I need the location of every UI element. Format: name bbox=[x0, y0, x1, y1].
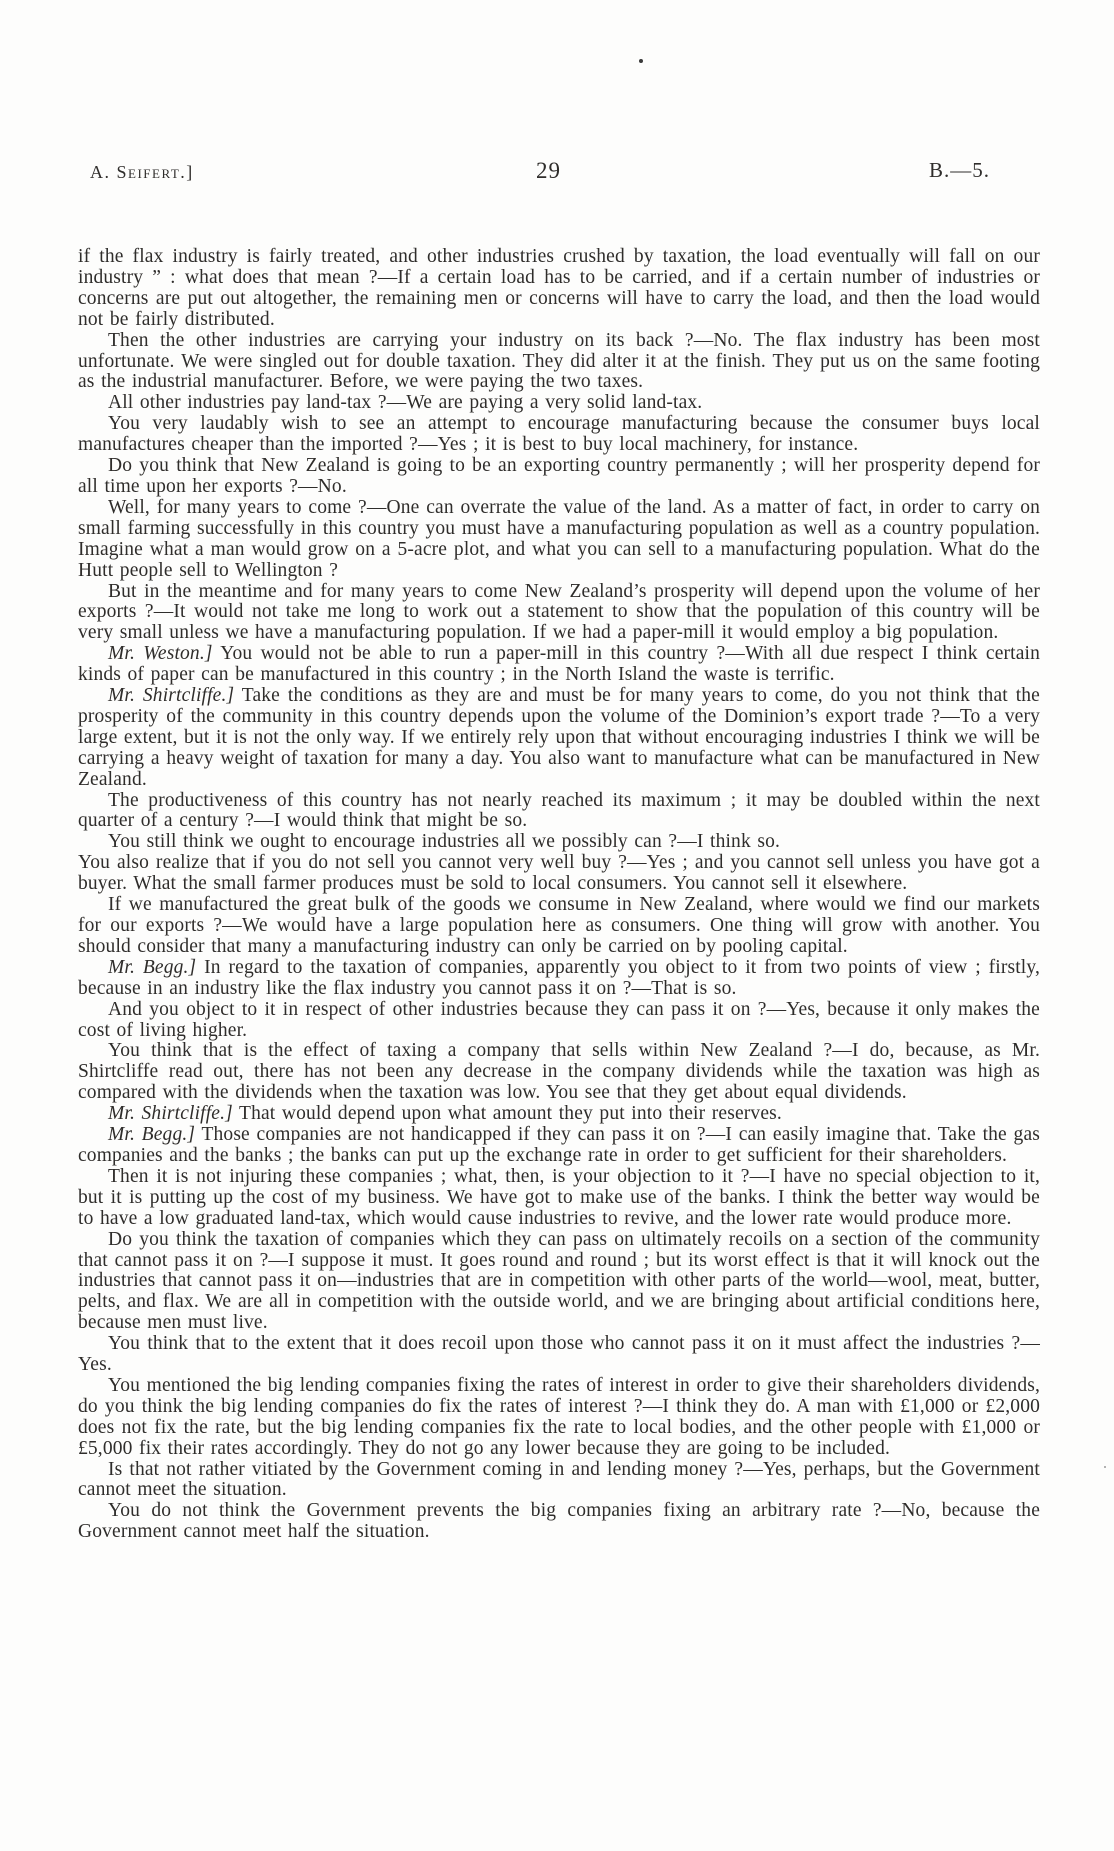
paragraph-text: And you object to it in respect of other industries because they can pass it on ?—Yes, because it only makes the cost of living higher. bbox=[78, 998, 1040, 1041]
transcript-paragraph bbox=[78, 456, 1040, 498]
paragraph-text: Those companies are not handicapped if they can pass it on ?—I can easily imagine that. Take the gas companies and the banks ; the banks can put up the exchange rate in order to get sufficient for their shareholders. bbox=[78, 1124, 1040, 1166]
transcript-paragraph bbox=[78, 414, 1040, 456]
transcript-paragraph bbox=[78, 393, 1040, 414]
paragraph-text: You still think we ought to encourage industries all we possibly can ?—I think so. bbox=[108, 831, 781, 853]
paragraph-text: You would not be able to run a paper-mill in this country ?—With all due respect I think certain kinds of paper can be manufactured in this country ; in the North Island the waste is terrific. bbox=[78, 643, 1040, 686]
paragraph-text: In regard to the taxation of companies, apparently you object to it from two points of view ; firstly, because in an industry like the flax industry you cannot pass it on ?—That is so. bbox=[78, 956, 1040, 999]
paragraph-text: If we manufactured the great bulk of the goods we consume in New Zealand, where would we find our markets for our exports ?—We would have a large population here as consumers. One thing will grow with another. You should consider that many a manufacturing industry can only be carried on by pooling capital. bbox=[78, 894, 1040, 957]
paper-reference: B.—5. bbox=[928, 158, 990, 182]
ink-speck bbox=[1104, 1466, 1106, 1468]
paragraph-text: You also realize that if you do not sell you cannot very well buy ?—Yes ; and you cannot sell unless you have got a buyer. What the small farmer produces must be sold to local consumers. You cannot sell it elsewhere. bbox=[78, 852, 1040, 895]
transcript-paragraph bbox=[78, 331, 1040, 394]
paragraph-text: That would depend upon what amount they put into their reserves. bbox=[239, 1103, 782, 1125]
paragraph-text: You very laudably wish to see an attempt to encourage manufacturing because the consumer buys local manufactures cheaper than the imported ?—Yes ; it is best to buy local machinery, for instance. bbox=[78, 413, 1040, 456]
paragraph-text: if the flax industry is fairly treated, and other industries crushed by taxation, the load eventually will fall on our industry ” : what does that mean ?—If a certain load has to be carried, and if a certain number of industries or concerns are put out altogether, the remaining men or concerns will have to carry the load, and then the load would not be fairly distributed. bbox=[78, 246, 1040, 330]
transcript-paragraph bbox=[78, 958, 1040, 1000]
witness-name: A. Seifert.] bbox=[90, 162, 194, 182]
paragraph-text: The productiveness of this country has not nearly reached its maximum ; it may be doubled within the next quarter of a century ?—I would think that might be so. bbox=[78, 789, 1040, 832]
transcript-paragraph bbox=[78, 498, 1040, 582]
transcript-paragraph bbox=[78, 1501, 1040, 1543]
paragraph-text: Well, for many years to come ?—One can overrate the value of the land. As a matter of fact, in order to carry on small farming successfully in this country you must have a manufacturing population as well as a country population. Imagine what a man would grow on a 5-acre plot, and what you can sell to a manufacturing population. What do the Hutt people sell to Wellington ? bbox=[78, 496, 1040, 581]
transcript-paragraph bbox=[78, 686, 1040, 791]
paragraph-text: You mentioned the big lending companies fixing the rates of interest in order to give their shareholders dividends, do you think the big lending companies do fix the rates of interest ?—I think they do. A man with £1,000 or £2,000 does not fix the rate, but the big lending companies fix the rate to local bodies, and the other people with £1,000 or £5,000 fix their rates accordingly. They do not go any lower because they are going to be included. bbox=[78, 1374, 1040, 1459]
transcript-paragraph bbox=[78, 1376, 1040, 1460]
transcript-paragraph bbox=[78, 644, 1040, 686]
speaker-name: Mr. Begg.] bbox=[108, 956, 197, 978]
paragraph-text: Then it is not injuring these companies ; what, then, is your objection to it ?—I have no special objection to it, but it is putting up the cost of my business. We have got to make use of the banks. I think the better way would be to have a low graduated land-tax, which would cause industries to revive, and the lower rate would produce more. bbox=[78, 1165, 1040, 1229]
page-header bbox=[0, 158, 1114, 188]
transcript-paragraph bbox=[78, 791, 1040, 833]
paragraph-text: But in the meantime and for many years to come New Zealand’s prosperity will depend upon the volume of her exports ?—It would not take me long to work out a statement to show that the population of this country will be very small unless we have a manufacturing population. If we had a paper-mill it would employ a big population. bbox=[78, 580, 1040, 644]
page-body bbox=[78, 247, 1040, 1543]
paragraph-text: Take the conditions as they are and must be for many years to come, do you not think that the prosperity of the community in this country depends upon the volume of the Dominion’s export trade ?—To a very large extent, but it is not the only way. If we entirely rely upon that without encouraging industries I think we will be carrying a heavy weight of taxation for many a day. You also want to manufacture what can be manufactured in New Zealand. bbox=[78, 685, 1040, 790]
transcript-paragraph bbox=[78, 1000, 1040, 1042]
paragraph-text: Then the other industries are carrying your industry on its back ?—No. The flax industry has been most unfortunate. We were singled out for double taxation. They did alter it at the finish. They put us on the same footing as the industrial manufacturer. Before, we were paying the two taxes. bbox=[78, 329, 1040, 393]
transcript-paragraph bbox=[78, 1230, 1040, 1335]
speaker-name: Mr. Weston.] bbox=[108, 643, 213, 665]
page-number: 29 bbox=[536, 158, 561, 183]
transcript-paragraph bbox=[78, 1104, 1040, 1125]
paragraph-text: All other industries pay land-tax ?—We are paying a very solid land-tax. bbox=[108, 392, 703, 414]
paragraph-text: Is that not rather vitiated by the Government coming in and lending money ?—Yes, perhaps, but the Government cannot meet the situation. bbox=[78, 1458, 1040, 1501]
transcript-paragraph bbox=[78, 1125, 1040, 1167]
paragraph-text: Do you think that New Zealand is going to be an exporting country permanently ; will her prosperity depend for all time upon her exports ?—No. bbox=[78, 455, 1040, 497]
transcript-paragraph bbox=[78, 1167, 1040, 1230]
paragraph-text: You think that to the extent that it does recoil upon those who cannot pass it on it must affect the industries ?—Yes. bbox=[78, 1333, 1040, 1376]
transcript-paragraph bbox=[78, 895, 1040, 958]
speaker-name: Mr. Begg.] bbox=[108, 1124, 196, 1146]
transcript-paragraph bbox=[78, 1334, 1040, 1376]
speaker-name: Mr. Shirtcliffe.] bbox=[108, 1103, 233, 1125]
paragraph-text: You do not think the Government prevents the big companies fixing an arbitrary rate ?—No, because the Government cannot meet half the situation. bbox=[78, 1500, 1040, 1543]
transcript-paragraph bbox=[78, 832, 1040, 853]
transcript-paragraph bbox=[78, 1041, 1040, 1104]
paragraph-text: You think that is the effect of taxing a company that sells within New Zealand ?—I do, because, as Mr. Shirtcliffe read out, there has not been any decrease in the company dividends while the taxation was high as compared with the dividends when the taxation was low. You see that they get about equal dividends. bbox=[78, 1040, 1040, 1104]
ink-speck bbox=[639, 59, 643, 63]
speaker-name: Mr. Shirtcliffe.] bbox=[108, 685, 235, 707]
transcript-paragraph bbox=[78, 582, 1040, 645]
transcript-paragraph bbox=[78, 1460, 1040, 1502]
paragraph-text: Do you think the taxation of companies which they can pass on ultimately recoils on a section of the community that cannot pass it on ?—I suppose it must. It goes round and round ; but its worst effect is that it will knock out the industries that cannot pass it on—industries that are in competition with other parts of the world—wool, meat, butter, pelts, and flax. We are all in competition with the outside world, and we are bringing about artificial conditions here, because men must live. bbox=[78, 1228, 1040, 1334]
transcript-paragraph bbox=[78, 247, 1040, 331]
transcript-paragraph bbox=[78, 853, 1040, 895]
